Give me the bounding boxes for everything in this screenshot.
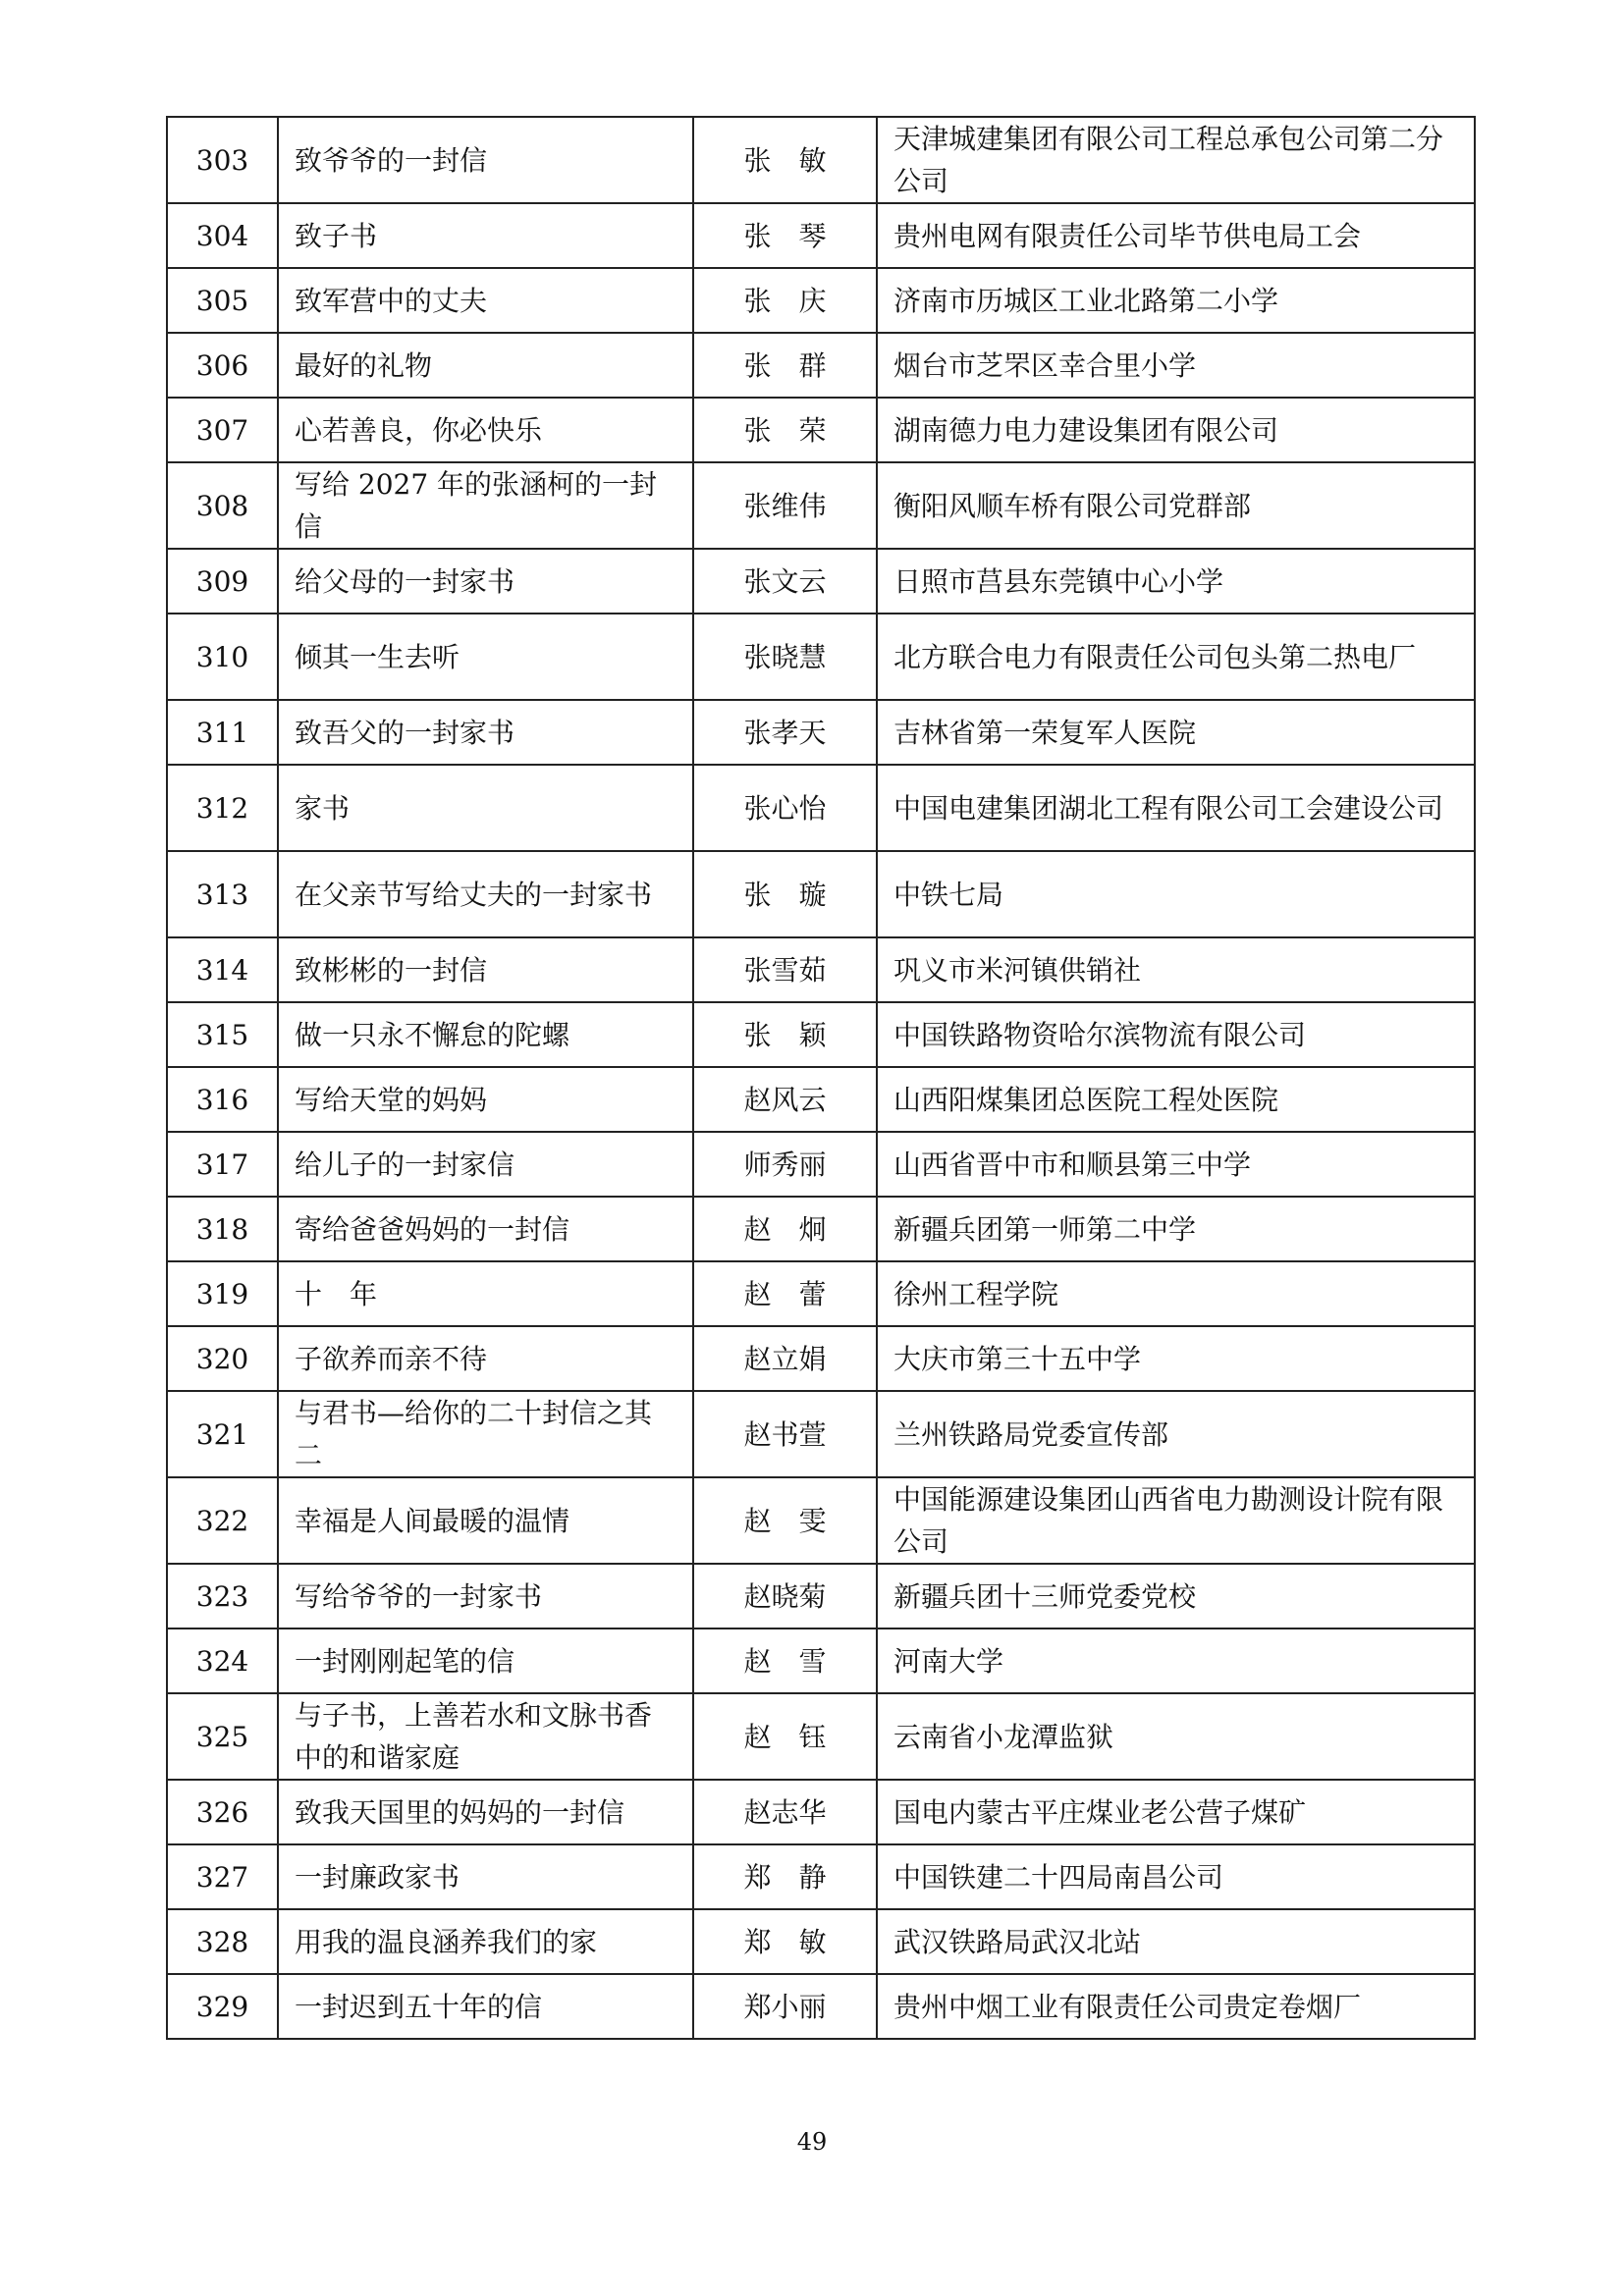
entry-unit: 兰州铁路局党委宣传部 [877,1391,1475,1477]
entry-number: 312 [167,765,278,851]
entry-title: 致彬彬的一封信 [278,937,693,1002]
entry-number: 326 [167,1780,278,1844]
entry-unit: 武汉铁路局武汉北站 [877,1909,1475,1974]
table-row [167,1197,1475,1261]
table-row [167,614,1475,700]
entry-unit: 山西省晋中市和顺县第三中学 [877,1132,1475,1197]
entry-unit: 河南大学 [877,1629,1475,1693]
table-row [167,1693,1475,1780]
entry-author: 赵立娟 [693,1326,877,1391]
table-row [167,937,1475,1002]
entry-number: 310 [167,614,278,700]
entry-author: 张维伟 [693,462,877,549]
entry-title: 用我的温良涵养我们的家 [278,1909,693,1974]
entry-title: 在父亲节写给丈夫的一封家书 [278,851,693,937]
table-row [167,1629,1475,1693]
entry-unit: 衡阳风顺车桥有限公司党群部 [877,462,1475,549]
entry-number: 316 [167,1067,278,1132]
entry-unit: 吉林省第一荣复军人医院 [877,700,1475,765]
entry-title: 致军营中的丈夫 [278,268,693,333]
entry-unit: 北方联合电力有限责任公司包头第二热电厂 [877,614,1475,700]
entry-title: 一封刚刚起笔的信 [278,1629,693,1693]
entry-title: 写给爷爷的一封家书 [278,1564,693,1629]
entry-title: 最好的礼物 [278,333,693,398]
table-row [167,1477,1475,1564]
entry-number: 329 [167,1974,278,2039]
entry-author: 张 琴 [693,203,877,268]
page-number: 49 [796,2128,828,2156]
entry-title: 致爷爷的一封信 [278,117,693,203]
entry-unit: 中国铁建二十四局南昌公司 [877,1844,1475,1909]
entry-title: 倾其一生去听 [278,614,693,700]
entry-author: 赵 雪 [693,1629,877,1693]
entry-title: 幸福是人间最暖的温情 [278,1477,693,1564]
entry-number: 314 [167,937,278,1002]
entry-author: 赵 雯 [693,1477,877,1564]
table-row [167,203,1475,268]
entry-author: 郑小丽 [693,1974,877,2039]
table-row [167,1002,1475,1067]
entry-author: 张心怡 [693,765,877,851]
entry-number: 325 [167,1693,278,1780]
entry-author: 赵书萱 [693,1391,877,1477]
entry-unit: 济南市历城区工业北路第二小学 [877,268,1475,333]
entry-title: 一封廉政家书 [278,1844,693,1909]
entry-number: 323 [167,1564,278,1629]
entry-author: 赵志华 [693,1780,877,1844]
table-row [167,1326,1475,1391]
entry-number: 315 [167,1002,278,1067]
table-row [167,1132,1475,1197]
entry-title: 给父母的一封家书 [278,549,693,614]
entry-author: 张晓慧 [693,614,877,700]
entry-number: 317 [167,1132,278,1197]
entry-unit: 中国能源建设集团山西省电力勘测设计院有限公司 [877,1477,1475,1564]
entry-unit: 湖南德力电力建设集团有限公司 [877,398,1475,462]
entry-unit: 日照市莒县东莞镇中心小学 [877,549,1475,614]
entry-author: 张雪茹 [693,937,877,1002]
entry-unit: 中铁七局 [877,851,1475,937]
table-row [167,1564,1475,1629]
table-row [167,1844,1475,1909]
entry-number: 306 [167,333,278,398]
entries-table [166,116,1476,2040]
entry-unit: 新疆兵团十三师党委党校 [877,1564,1475,1629]
entry-number: 324 [167,1629,278,1693]
entry-author: 张 璇 [693,851,877,937]
entry-title: 给儿子的一封家信 [278,1132,693,1197]
entry-number: 319 [167,1261,278,1326]
entry-number: 307 [167,398,278,462]
entry-number: 328 [167,1909,278,1974]
entry-number: 321 [167,1391,278,1477]
entry-author: 师秀丽 [693,1132,877,1197]
table-row [167,398,1475,462]
entry-author: 张 敏 [693,117,877,203]
entry-title: 致我天国里的妈妈的一封信 [278,1780,693,1844]
entry-number: 320 [167,1326,278,1391]
table-row [167,1261,1475,1326]
entry-number: 327 [167,1844,278,1909]
entry-unit: 徐州工程学院 [877,1261,1475,1326]
entry-author: 郑 敏 [693,1909,877,1974]
entry-author: 张 荣 [693,398,877,462]
entry-number: 305 [167,268,278,333]
table-row [167,268,1475,333]
entry-author: 张 群 [693,333,877,398]
table-row [167,1391,1475,1477]
entry-unit: 中国铁路物资哈尔滨物流有限公司 [877,1002,1475,1067]
table-row [167,462,1475,549]
entry-title: 做一只永不懈怠的陀螺 [278,1002,693,1067]
entry-number: 309 [167,549,278,614]
entry-unit: 贵州中烟工业有限责任公司贵定卷烟厂 [877,1974,1475,2039]
entry-title: 心若善良，你必快乐 [278,398,693,462]
table-row [167,1780,1475,1844]
entry-title: 家书 [278,765,693,851]
table-row [167,765,1475,851]
entry-number: 313 [167,851,278,937]
entry-number: 311 [167,700,278,765]
entry-number: 304 [167,203,278,268]
table-row [167,117,1475,203]
entry-number: 322 [167,1477,278,1564]
entry-title: 致吾父的一封家书 [278,700,693,765]
table-row [167,851,1475,937]
entry-author: 张 庆 [693,268,877,333]
entry-number: 318 [167,1197,278,1261]
table-row [167,700,1475,765]
entry-author: 张文云 [693,549,877,614]
entry-author: 赵晓菊 [693,1564,877,1629]
entry-unit: 大庆市第三十五中学 [877,1326,1475,1391]
entry-title: 寄给爸爸妈妈的一封信 [278,1197,693,1261]
entry-title: 与子书，上善若水和文脉书香中的和谐家庭 [278,1693,693,1780]
entry-unit: 贵州电网有限责任公司毕节供电局工会 [877,203,1475,268]
entry-unit: 巩义市米河镇供销社 [877,937,1475,1002]
entry-title: 写给 2027 年的张涵柯的一封信 [278,462,693,549]
entry-title: 十 年 [278,1261,693,1326]
entry-title: 写给天堂的妈妈 [278,1067,693,1132]
entry-number: 308 [167,462,278,549]
entry-author: 赵 炯 [693,1197,877,1261]
table-row [167,333,1475,398]
entry-title: 与君书—给你的二十封信之其二 [278,1391,693,1477]
entry-author: 张孝天 [693,700,877,765]
entry-number: 303 [167,117,278,203]
table-row [167,1067,1475,1132]
entry-author: 郑 静 [693,1844,877,1909]
table-row [167,1974,1475,2039]
entry-title: 子欲养而亲不待 [278,1326,693,1391]
entry-unit: 国电内蒙古平庄煤业老公营子煤矿 [877,1780,1475,1844]
entry-author: 赵风云 [693,1067,877,1132]
entry-title: 致子书 [278,203,693,268]
entry-unit: 新疆兵团第一师第二中学 [877,1197,1475,1261]
table-row [167,1909,1475,1974]
entry-unit: 烟台市芝罘区幸合里小学 [877,333,1475,398]
entry-unit: 中国电建集团湖北工程有限公司工会建设公司 [877,765,1475,851]
entry-author: 张 颖 [693,1002,877,1067]
entry-unit: 云南省小龙潭监狱 [877,1693,1475,1780]
entry-author: 赵 蕾 [693,1261,877,1326]
entry-unit: 天津城建集团有限公司工程总承包公司第二分公司 [877,117,1475,203]
entry-unit: 山西阳煤集团总医院工程处医院 [877,1067,1475,1132]
entry-author: 赵 钰 [693,1693,877,1780]
table-row [167,549,1475,614]
entry-title: 一封迟到五十年的信 [278,1974,693,2039]
